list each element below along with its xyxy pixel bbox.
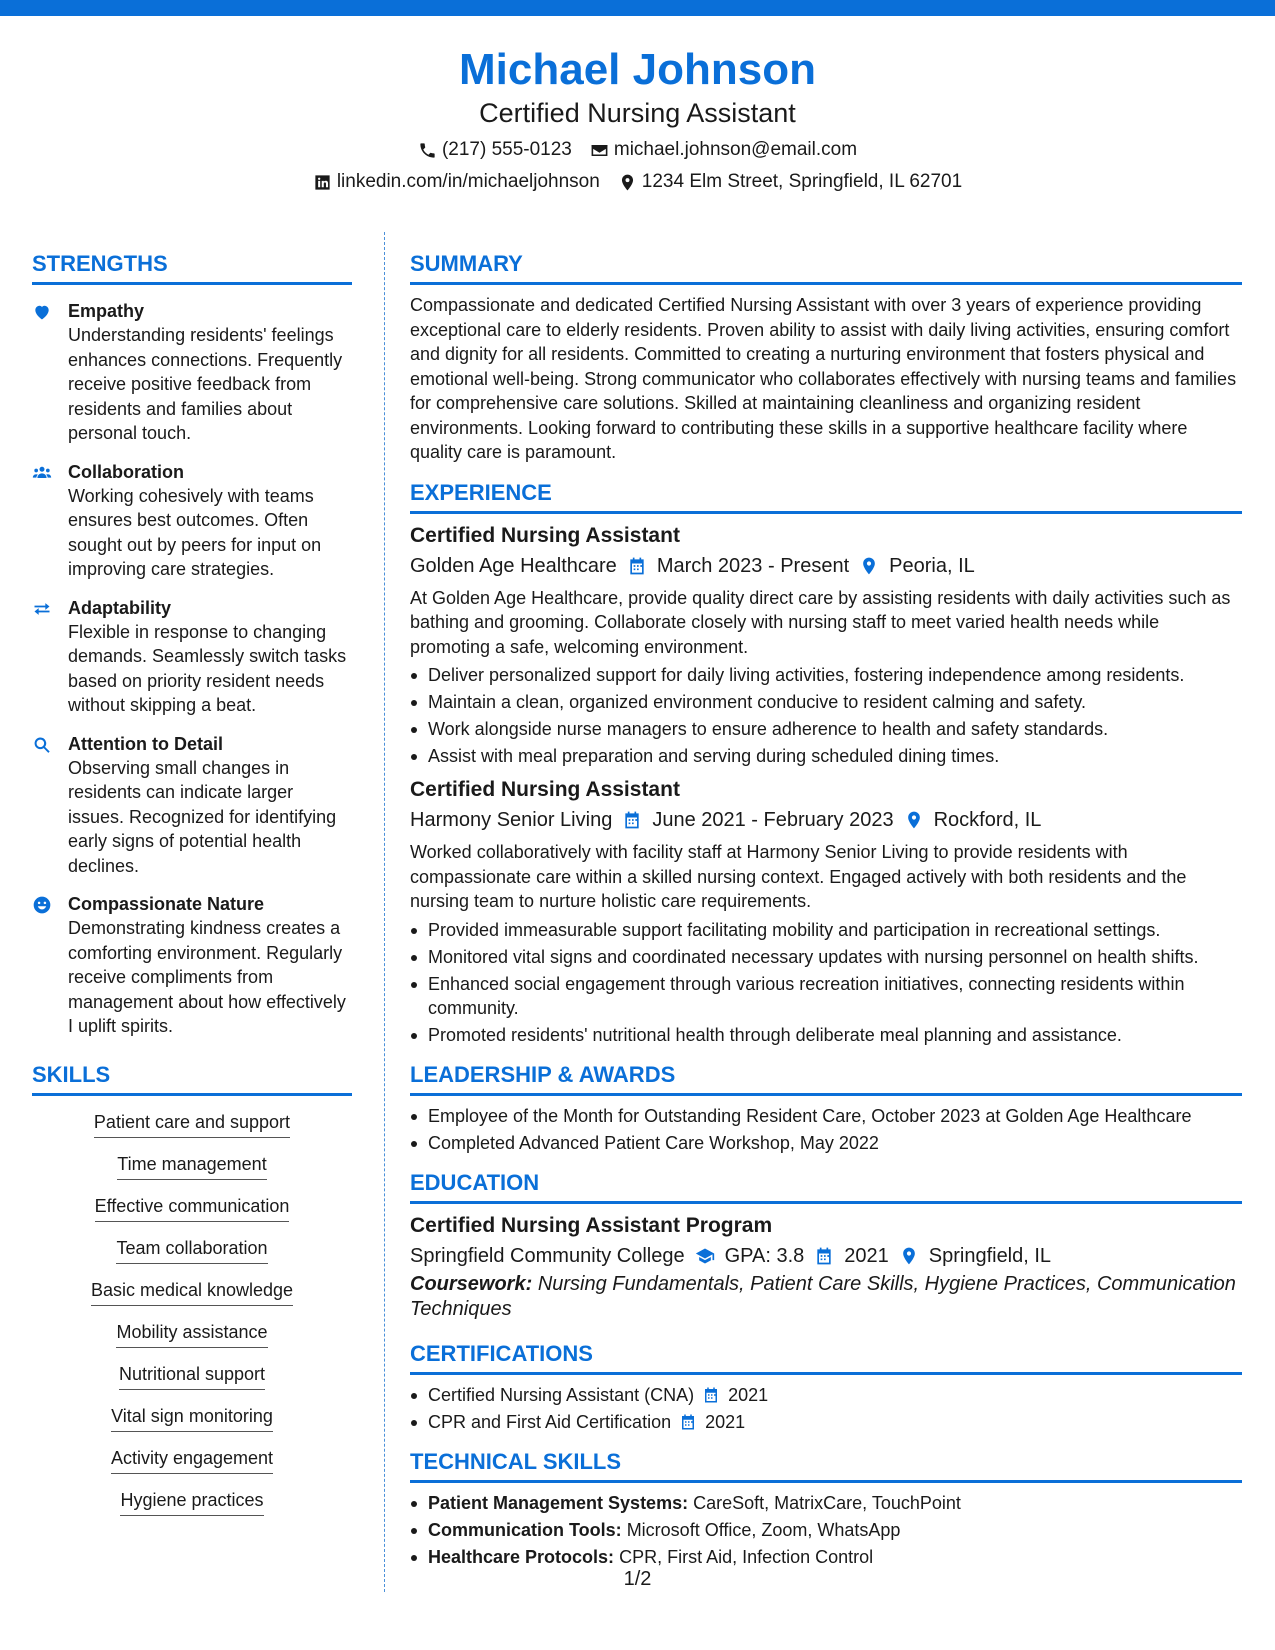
skills-list — [32, 1110, 352, 1516]
job-company: Harmony Senior Living — [410, 809, 613, 831]
list-item: Monitored vital signs and coordinated necessary updates with nursing personnel on health shifts. — [410, 945, 1242, 969]
resume-header — [0, 44, 1275, 194]
strength-title: Compassionate Nature — [68, 894, 265, 914]
users-icon — [32, 463, 52, 483]
contact-row-2 — [0, 170, 1275, 194]
education-school: Springfield Community College — [410, 1244, 685, 1267]
education-heading: EDUCATION — [410, 1169, 1242, 1204]
column-divider — [384, 232, 385, 1592]
strength-title: Empathy — [68, 301, 145, 321]
list-item — [410, 1545, 1242, 1569]
job-bullets — [410, 918, 1242, 1047]
strength-title: Adaptability — [68, 597, 172, 618]
email-text: michael.johnson@email.com — [613, 139, 858, 160]
phone-icon — [418, 141, 437, 160]
strength-item — [32, 596, 352, 718]
map-pin-icon — [618, 173, 637, 192]
job-description: At Golden Age Healthcare, provide quality direct care by assisting residents with daily activities such as bathing and grooming. Collaborate closely with nursing staff to meet varied health needs while promoting a safe, welcoming environment. — [410, 587, 1231, 657]
tech-value: CPR, First Aid, Infection Control — [619, 1546, 874, 1567]
strength-title: Collaboration — [68, 461, 184, 482]
heart-icon — [32, 302, 52, 322]
job-location: Rockford, IL — [933, 809, 1042, 831]
email-contact[interactable] — [590, 138, 857, 162]
list-item: Deliver personalized support for daily living activities, fostering independence among residents. — [410, 663, 1242, 687]
strength-title: Attention to Detail — [68, 733, 223, 754]
tech-value: Microsoft Office, Zoom, WhatsApp — [626, 1519, 901, 1540]
strength-item — [32, 732, 352, 879]
summary-text: Compassionate and dedicated Certified Nursing Assistant with over 3 years of experience providing exceptional care to elderly residents. Proven ability to assist with daily living activities, ensuring comfort and dignity for all residents. Committed to creating a nurturing environment that fosters physical and emotional well-being. Strong communicator who collaborates effectively with nursing teams and families for comprehensive care solutions. Skilled at maintaining cleanliness and organizing resident environments. Looking forward to contributing these skills in a supportive healthcare facility where quality care is paramount. — [410, 295, 1237, 462]
candidate-title: Certified Nursing Assistant — [479, 98, 796, 128]
list-item — [410, 1410, 1242, 1434]
map-pin-icon — [899, 1246, 919, 1266]
skill-item: Nutritional support — [119, 1362, 265, 1390]
arrows-icon — [32, 599, 52, 619]
tech-label: Healthcare Protocols: — [428, 1546, 615, 1567]
cert-year: 2021 — [705, 1411, 746, 1432]
tech-label: Patient Management Systems: — [428, 1492, 689, 1513]
job-company: Golden Age Healthcare — [410, 554, 617, 577]
smile-icon — [32, 895, 52, 915]
leadership-list — [410, 1104, 1242, 1155]
search-icon — [32, 735, 52, 755]
linkedin-text: linkedin.com/in/michaeljohnson — [336, 171, 600, 192]
summary-heading: SUMMARY — [410, 250, 1242, 285]
strength-desc: Flexible in response to changing demands. Seamlessly switch tasks based on priority resident needs without skipping a beat. — [68, 621, 347, 715]
map-pin-icon — [859, 556, 879, 576]
coursework — [410, 1272, 1242, 1322]
tech-label: Communication Tools: — [428, 1519, 622, 1540]
cert-name: CPR and First Aid Certification — [428, 1411, 672, 1432]
list-item: Enhanced social engagement through various recreation initiatives, connecting residents within community. — [410, 972, 1242, 1020]
coursework-text: Nursing Fundamentals, Patient Care Skills, Hygiene Practices, Communication Techniques — [410, 1272, 1236, 1320]
list-item — [410, 1491, 1242, 1515]
job-role: Certified Nursing Assistant — [410, 778, 680, 801]
tech-value: CareSoft, MatrixCare, TouchPoint — [693, 1492, 961, 1513]
strength-desc: Working cohesively with teams ensures best outcomes. Often sought out by peers for input on improving care strategies. — [68, 485, 322, 579]
list-item: Assist with meal preparation and serving during scheduled dining times. — [410, 744, 1242, 768]
list-item — [410, 1518, 1242, 1542]
top-accent-bar — [0, 0, 1275, 16]
job-entry — [410, 776, 1242, 1047]
strength-item — [32, 892, 352, 1039]
skill-item: Effective communication — [95, 1194, 290, 1222]
contact-row-1 — [0, 138, 1275, 162]
list-item: Provided immeasurable support facilitating mobility and participation in recreational settings. — [410, 918, 1242, 942]
phone-text: (217) 555-0123 — [441, 139, 572, 160]
linkedin-icon — [313, 173, 332, 192]
cert-year: 2021 — [728, 1384, 769, 1405]
skills-heading: SKILLS — [32, 1061, 352, 1096]
strength-desc: Demonstrating kindness creates a comforting environment. Regularly receive compliments from management about how effectively I uplift spirits. — [68, 918, 346, 1036]
calendar-icon — [814, 1246, 834, 1266]
skill-item: Patient care and support — [94, 1110, 290, 1138]
job-bullets — [410, 663, 1242, 768]
calendar-icon — [702, 1386, 720, 1404]
skill-item: Hygiene practices — [120, 1488, 263, 1516]
cert-name: Certified Nursing Assistant (CNA) — [428, 1384, 695, 1405]
strength-desc: Understanding residents' feelings enhances connections. Frequently receive positive feedback from residents and families about personal touch. — [68, 325, 343, 443]
certifications-list — [410, 1383, 1242, 1434]
strengths-heading: STRENGTHS — [32, 250, 352, 285]
list-item: Maintain a clean, organized environment conducive to resident calming and safety. — [410, 690, 1242, 714]
job-role: Certified Nursing Assistant — [410, 523, 680, 547]
job-dates: March 2023 - Present — [656, 554, 850, 577]
education-program: Certified Nursing Assistant Program — [410, 1213, 773, 1237]
strength-item — [32, 460, 352, 582]
page-number: 1/2 — [623, 1568, 652, 1590]
job-meta — [410, 552, 1242, 580]
job-dates: June 2021 - February 2023 — [652, 809, 894, 831]
experience-heading: EXPERIENCE — [410, 479, 1242, 514]
list-item — [410, 1383, 1242, 1407]
job-meta — [410, 806, 1242, 834]
job-location: Peoria, IL — [889, 554, 975, 577]
calendar-icon — [679, 1413, 697, 1431]
candidate-name: Michael Johnson — [459, 45, 816, 94]
list-item: Employee of the Month for Outstanding Resident Care, October 2023 at Golden Age Healthcare — [410, 1104, 1242, 1128]
job-entry — [410, 522, 1242, 769]
education-location: Springfield, IL — [928, 1244, 1052, 1267]
graduation-cap-icon — [695, 1246, 715, 1266]
skill-item: Time management — [117, 1152, 266, 1180]
strength-item — [32, 299, 352, 446]
technical-list — [410, 1491, 1242, 1569]
calendar-icon — [622, 810, 642, 830]
skill-item: Team collaboration — [116, 1236, 267, 1264]
list-item: Completed Advanced Patient Care Workshop, May 2022 — [410, 1131, 1242, 1155]
linkedin-contact[interactable] — [313, 170, 600, 194]
skill-item: Activity engagement — [111, 1446, 273, 1474]
leadership-heading: LEADERSHIP & AWARDS — [410, 1061, 1242, 1096]
coursework-label: Coursework: — [410, 1272, 533, 1295]
map-pin-icon — [904, 810, 924, 830]
certifications-heading: CERTIFICATIONS — [410, 1340, 1242, 1375]
calendar-icon — [627, 556, 647, 576]
right-column — [410, 250, 1242, 1569]
skill-item: Basic medical knowledge — [91, 1278, 293, 1306]
education-gpa: GPA: 3.8 — [724, 1244, 805, 1267]
list-item: Work alongside nurse managers to ensure adherence to health and safety standards. — [410, 717, 1242, 741]
technical-heading: TECHNICAL SKILLS — [410, 1448, 1242, 1483]
envelope-icon — [590, 141, 609, 160]
job-description: Worked collaboratively with facility staff at Harmony Senior Living to provide residents with compassionate care within a skilled nursing context. Engaged actively with both residents and the nursing team to nurture holistic care requirements. — [410, 842, 1187, 911]
education-meta — [410, 1242, 1242, 1270]
left-column — [32, 250, 352, 1516]
education-year: 2021 — [844, 1244, 889, 1267]
address-text: 1234 Elm Street, Springfield, IL 62701 — [641, 171, 963, 192]
address-contact — [618, 170, 962, 194]
skill-item: Mobility assistance — [116, 1320, 267, 1348]
phone-contact[interactable] — [418, 138, 572, 162]
skill-item: Vital sign monitoring — [111, 1404, 273, 1432]
strength-desc: Observing small changes in residents can indicate larger issues. Recognized for identifying early signs of potential health declines. — [68, 757, 337, 876]
list-item: Promoted residents' nutritional health through deliberate meal planning and assistance. — [410, 1023, 1242, 1047]
